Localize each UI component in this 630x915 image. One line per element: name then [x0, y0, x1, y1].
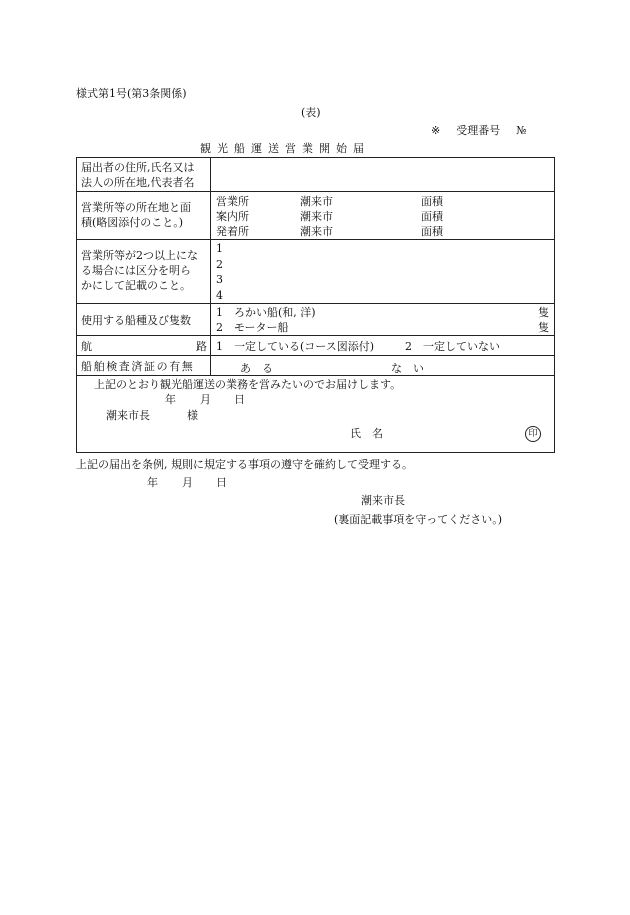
reception-no-sign: № — [516, 124, 527, 137]
applicant-label: 届出者の住所,氏名又は 法人の所在地,代表者名 — [77, 158, 211, 192]
ship-types-label: 使用する船種及び隻数 — [77, 304, 211, 336]
ship-types-field[interactable]: 1 ろかい船(和, 洋) 隻 2 モーター船 隻 — [211, 304, 555, 336]
notice-name-label: 氏 名 — [350, 427, 383, 440]
multiple-offices-field[interactable]: 1 2 3 4 — [211, 240, 555, 304]
notice-addressee: 潮来市長 様 — [106, 409, 198, 422]
reception-mark: ※ — [431, 124, 441, 137]
acceptance-date[interactable]: 年 月 日 — [147, 476, 227, 489]
applicant-row — [77, 158, 555, 192]
inspection-field[interactable] — [211, 356, 555, 376]
ship-types-row — [77, 304, 555, 336]
seal-mark: 印 — [525, 426, 541, 442]
applicant-field[interactable] — [211, 158, 555, 192]
office-location-field[interactable] — [211, 192, 555, 240]
reverse-side-note: (裏面記載事項を守ってください。) — [334, 513, 503, 526]
document-title: 観光船運送営業開始届 — [200, 142, 370, 155]
multiple-offices-label: 営業所等が2つ以上にな る場合には区分を明ら かにして記載のこと。 — [77, 240, 211, 304]
office-line-sales: 営業所 潮来市 面積 — [216, 195, 443, 208]
inspection-row — [77, 356, 555, 376]
inspection-yes[interactable]: あ る — [240, 362, 273, 375]
front-side-label: (表) — [301, 106, 321, 119]
office-location-label: 営業所等の所在地と面 積(略図添付のこと。) — [77, 192, 211, 240]
notice-row — [77, 376, 555, 453]
route-row — [77, 336, 555, 356]
reception-label: 受理番号 — [456, 124, 501, 137]
office-line-info: 案内所 潮来市 面積 — [216, 210, 443, 223]
route-option-fixed[interactable]: 1 一定している(コース図添付) — [216, 340, 375, 353]
inspection-label: 船舶検査済証の有無 — [77, 356, 211, 376]
multiple-offices-row — [77, 240, 555, 304]
form-number-label: 様式第1号(第3条関係) — [76, 87, 187, 100]
route-label: 航 路 — [77, 336, 211, 356]
route-option-not-fixed[interactable]: 2 一定していない — [405, 340, 501, 353]
office-location-row — [77, 192, 555, 240]
notification-form-table — [76, 157, 555, 453]
notice-text: 上記のとおり観光船運送の業務を営みたいのでお届けします。 — [94, 378, 402, 391]
route-field[interactable] — [211, 336, 555, 356]
acceptance-text: 上記の届出を条例, 規則に規定する事項の遵守を確約して受理する。 — [76, 458, 413, 471]
notice-date[interactable]: 年 月 日 — [165, 393, 245, 406]
reception-number-line — [431, 125, 527, 136]
inspection-no[interactable]: な い — [391, 362, 424, 375]
mayor-signature-line: 潮来市長 — [361, 494, 405, 507]
notice-block — [77, 376, 555, 453]
office-line-dock: 発着所 潮来市 面積 — [216, 225, 443, 238]
